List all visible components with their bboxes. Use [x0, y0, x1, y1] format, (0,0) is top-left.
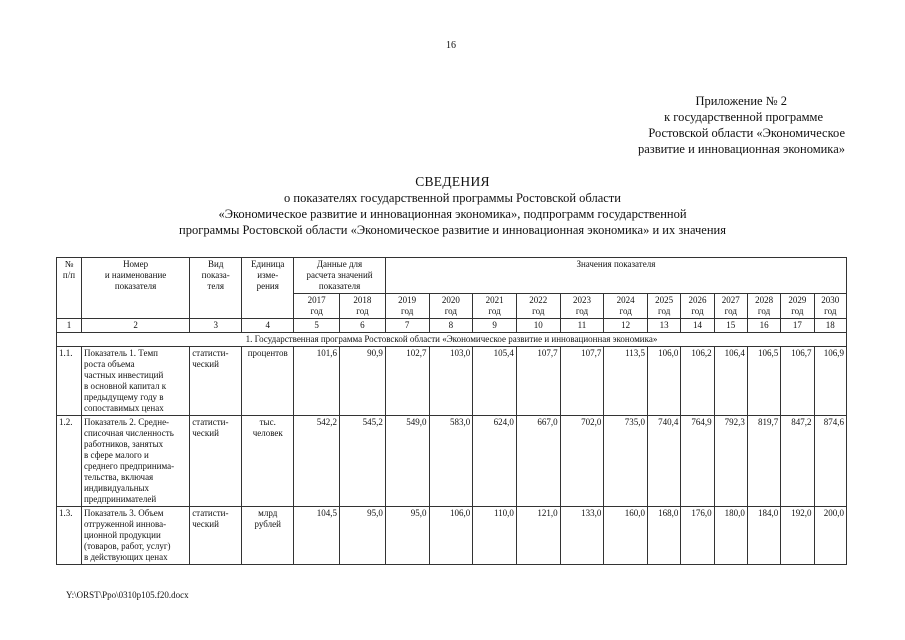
year-cell: [681, 294, 714, 319]
header-text: №: [64, 259, 74, 269]
value-cell: 103,0: [429, 347, 473, 416]
value-cell: 105,4: [473, 347, 517, 416]
document-heading: [0, 174, 905, 238]
row-unit-line: рублей: [254, 519, 281, 529]
header-text: Единица: [251, 259, 285, 269]
column-number-cell: 6: [340, 319, 386, 333]
year-value: 2020: [441, 295, 460, 305]
value-cell: 702,0: [560, 416, 604, 507]
row-unit-line: млрд: [258, 508, 278, 518]
year-cell: [604, 294, 648, 319]
year-cell: [516, 294, 560, 319]
value-cell: 542,2: [294, 416, 340, 507]
year-value: 2025: [655, 295, 674, 305]
value-cell: 101,6: [294, 347, 340, 416]
header-unit-cell: [242, 258, 294, 319]
row-name-line: отгруженной иннова-: [83, 519, 167, 529]
appendix-line: развитие и инновационная экономика»: [637, 142, 845, 156]
row-name-line: в основной капитал к: [83, 381, 167, 391]
row-name-line: роста объема: [83, 359, 135, 369]
row-name-line: предпринимателей: [83, 494, 157, 504]
year-value: 2018: [353, 295, 372, 305]
value-cell: 184,0: [747, 507, 780, 565]
column-number-cell: 3: [190, 319, 242, 333]
value-cell: 168,0: [648, 507, 681, 565]
value-cell: 133,0: [560, 507, 604, 565]
year-cell: [294, 294, 340, 319]
year-value: 2017: [307, 295, 326, 305]
column-number-cell: 10: [516, 319, 560, 333]
value-cell: 106,0: [429, 507, 473, 565]
year-value: 2028: [755, 295, 774, 305]
row-unit-cell: [242, 347, 294, 416]
value-cell: 110,0: [473, 507, 517, 565]
value-cell: 624,0: [473, 416, 517, 507]
row-number-cell: 1.1.: [57, 347, 82, 416]
row-unit-line: процентов: [247, 348, 288, 358]
value-cell: 740,4: [648, 416, 681, 507]
year-word: год: [444, 306, 458, 316]
table-row: [57, 507, 847, 565]
year-word: год: [401, 306, 414, 316]
column-number-cell: 15: [714, 319, 747, 333]
column-number-cell: 9: [473, 319, 517, 333]
value-cell: 874,6: [814, 416, 846, 507]
row-type-line: статисти-: [192, 417, 229, 427]
header-text: показателя: [318, 281, 361, 291]
value-cell: 764,9: [681, 416, 714, 507]
row-type-line: ческий: [192, 428, 219, 438]
row-unit-cell: [242, 507, 294, 565]
year-word: год: [356, 306, 369, 316]
heading-line: программы Ростовской области «Экономическое развитие и инновационная экономика» и их значения: [179, 223, 726, 237]
value-cell: 113,5: [604, 347, 648, 416]
row-name-line: (товаров, работ, услуг): [83, 541, 171, 551]
column-number-cell: 1: [57, 319, 82, 333]
year-word: год: [488, 306, 501, 316]
value-cell: 106,0: [648, 347, 681, 416]
header-text: рения: [256, 281, 279, 291]
column-number-cell: 13: [648, 319, 681, 333]
column-number-cell: 2: [81, 319, 189, 333]
row-name-line: ционной продукции: [83, 530, 161, 540]
value-cell: 176,0: [681, 507, 714, 565]
year-cell: [385, 294, 429, 319]
table-row: [57, 416, 847, 507]
row-type-line: статисти-: [192, 508, 229, 518]
year-value: 2030: [821, 295, 840, 305]
year-word: год: [791, 306, 804, 316]
header-values-cell: [385, 258, 846, 294]
header-name-cell: [81, 258, 189, 319]
appendix-line: Ростовской области «Экономическое: [648, 126, 845, 140]
value-cell: 106,7: [781, 347, 814, 416]
row-name-line: в действующих ценах: [83, 552, 168, 562]
header-text: Данные для: [316, 259, 363, 269]
value-cell: 95,0: [340, 507, 386, 565]
row-name-line: тельства, включая: [83, 472, 154, 482]
value-cell: 667,0: [516, 416, 560, 507]
year-cell: [473, 294, 517, 319]
value-cell: 107,7: [516, 347, 560, 416]
row-number-cell: 1.3.: [57, 507, 82, 565]
value-cell: 160,0: [604, 507, 648, 565]
row-name-cell: [81, 347, 189, 416]
year-word: год: [658, 306, 671, 316]
header-text: теля: [207, 281, 224, 291]
row-unit-line: человек: [252, 428, 283, 438]
value-cell: 106,9: [814, 347, 846, 416]
year-cell: [814, 294, 846, 319]
column-number-cell: 4: [242, 319, 294, 333]
row-type-cell: [190, 347, 242, 416]
column-number-cell: 14: [681, 319, 714, 333]
year-word: год: [310, 306, 323, 316]
value-cell: 200,0: [814, 507, 846, 565]
value-cell: 106,4: [714, 347, 747, 416]
value-cell: 121,0: [516, 507, 560, 565]
row-name-line: работников, занятых: [83, 439, 164, 449]
row-type-line: ческий: [192, 519, 219, 529]
value-cell: 102,7: [385, 347, 429, 416]
value-cell: 192,0: [781, 507, 814, 565]
header-text: п/п: [62, 270, 76, 280]
value-cell: 847,2: [781, 416, 814, 507]
section-title: 1. Государственная программа Ростовской области «Экономическое развитие и инновационная экономика»: [57, 333, 847, 347]
table-row: [57, 347, 847, 416]
header-text: Значения показателя: [576, 259, 656, 269]
row-number-cell: 1.2.: [57, 416, 82, 507]
header-text: и наименование: [104, 270, 167, 280]
header-text: Вид: [208, 259, 224, 269]
header-text: показателя: [114, 281, 157, 291]
year-cell: [560, 294, 604, 319]
year-word: год: [757, 306, 771, 316]
column-number-cell: 17: [781, 319, 814, 333]
row-name-line: списочная численность: [83, 428, 174, 438]
value-cell: 545,2: [340, 416, 386, 507]
year-cell: [781, 294, 814, 319]
value-cell: 549,0: [385, 416, 429, 507]
year-word: год: [532, 306, 545, 316]
header-text: показа-: [201, 270, 230, 280]
value-cell: 180,0: [714, 507, 747, 565]
year-value: 2029: [788, 295, 807, 305]
row-name-cell: [81, 507, 189, 565]
year-value: 2023: [572, 295, 591, 305]
year-word: год: [724, 306, 737, 316]
appendix-line: к государственной программе: [664, 110, 823, 124]
column-number-cell: 16: [747, 319, 780, 333]
year-word: год: [824, 306, 837, 316]
row-name-line: Показатель 1. Темп: [83, 348, 158, 358]
header-num-cell: [57, 258, 82, 319]
row-type-cell: [190, 416, 242, 507]
year-value: 2027: [721, 295, 740, 305]
appendix-block: [545, 93, 845, 157]
row-unit-line: тыс.: [259, 417, 276, 427]
row-type-line: статисти-: [192, 348, 229, 358]
row-name-line: в сфере малого и: [83, 450, 149, 460]
value-cell: 106,5: [747, 347, 780, 416]
column-number-cell: 7: [385, 319, 429, 333]
row-name-line: Показатель 2. Средне-: [83, 417, 170, 427]
header-text: изме-: [257, 270, 279, 280]
value-cell: 583,0: [429, 416, 473, 507]
header-base-data-cell: [294, 258, 386, 294]
value-cell: 107,7: [560, 347, 604, 416]
header-text: расчета значений: [306, 270, 373, 280]
row-name-line: Показатель 3. Объем: [83, 508, 164, 518]
column-number-cell: 11: [560, 319, 604, 333]
row-name-cell: [81, 416, 189, 507]
row-type-cell: [190, 507, 242, 565]
value-cell: 819,7: [747, 416, 780, 507]
value-cell: 90,9: [340, 347, 386, 416]
value-cell: 792,3: [714, 416, 747, 507]
row-type-line: ческий: [192, 359, 219, 369]
column-number-cell: 5: [294, 319, 340, 333]
file-path-footer: Y:\ORST\Ppo\0310p105.f20.docx: [66, 590, 189, 600]
year-value: 2026: [688, 295, 707, 305]
row-name-line: частных инвестиций: [83, 370, 164, 380]
header-text: Номер: [123, 259, 149, 269]
year-cell: [429, 294, 473, 319]
value-cell: 104,5: [294, 507, 340, 565]
section-row: [57, 333, 847, 347]
indicators-table: [56, 257, 847, 565]
year-value: 2019: [398, 295, 417, 305]
page-number: 16: [446, 40, 456, 51]
year-value: 2021: [485, 295, 504, 305]
column-number-cell: 8: [429, 319, 473, 333]
year-cell: [648, 294, 681, 319]
value-cell: 106,2: [681, 347, 714, 416]
year-value: 2024: [616, 295, 635, 305]
year-cell: [714, 294, 747, 319]
column-number-cell: 12: [604, 319, 648, 333]
appendix-line: Приложение № 2: [695, 94, 787, 108]
row-name-line: сопоставимых ценах: [83, 403, 164, 413]
column-number-row: [57, 319, 847, 333]
value-cell: 735,0: [604, 416, 648, 507]
year-cell: [747, 294, 780, 319]
column-number-cell: 18: [814, 319, 846, 333]
row-unit-cell: [242, 416, 294, 507]
heading-line: о показателях государственной программы Ростовской области: [284, 191, 621, 205]
year-word: год: [575, 306, 589, 316]
row-name-line: индивидуальных: [83, 483, 150, 493]
heading-title: СВЕДЕНИЯ: [415, 174, 490, 189]
year-word: год: [691, 306, 704, 316]
heading-line: «Экономическое развитие и инновационная экономика», подпрограмм государственной: [218, 207, 687, 221]
header-type-cell: [190, 258, 242, 319]
header-row: [57, 258, 847, 294]
value-cell: 95,0: [385, 507, 429, 565]
year-word: год: [619, 306, 632, 316]
row-name-line: предыдущему году в: [83, 392, 164, 402]
year-cell: [340, 294, 386, 319]
year-value: 2022: [529, 295, 548, 305]
row-name-line: среднего предпринима-: [83, 461, 175, 471]
